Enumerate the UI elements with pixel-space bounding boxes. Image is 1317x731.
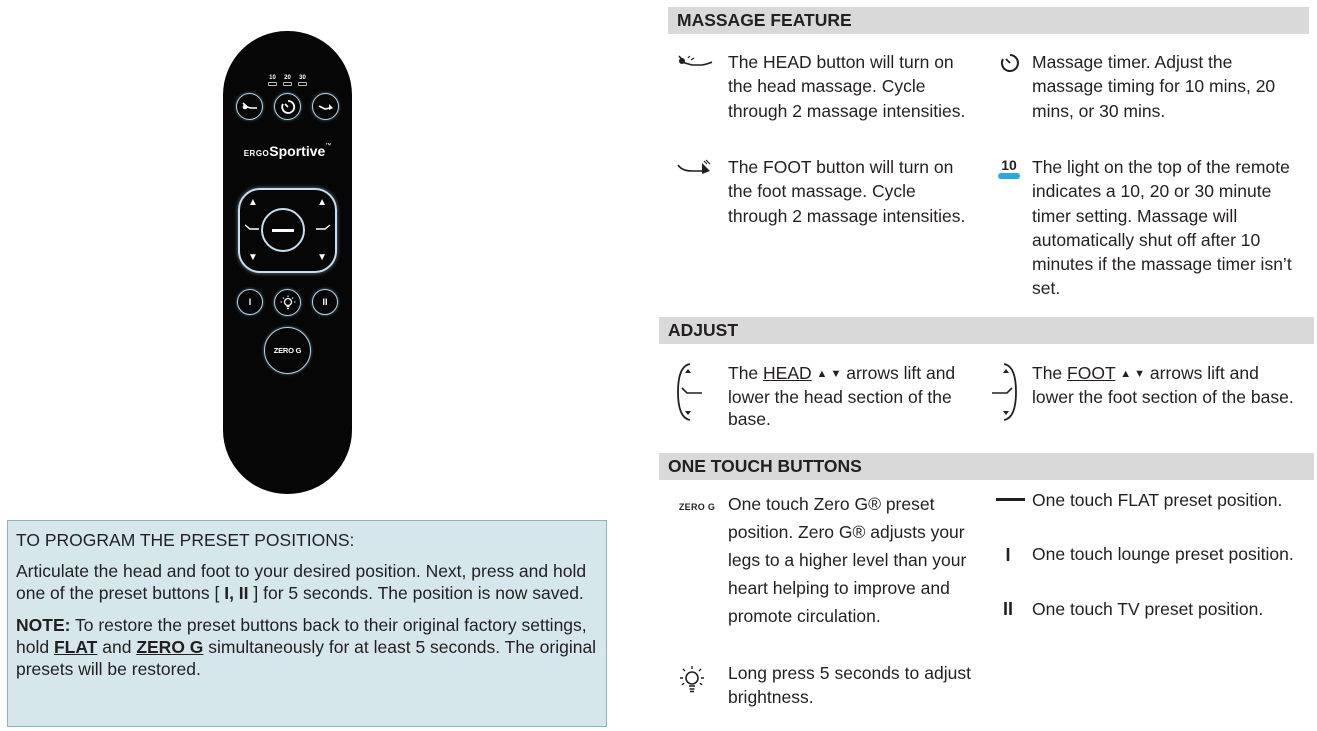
head-massage-icon	[675, 52, 715, 72]
program-heading: TO PROGRAM THE PRESET POSITIONS:	[16, 530, 355, 550]
flat-button[interactable]	[261, 208, 305, 252]
tv-button[interactable]	[312, 289, 338, 315]
head-section-icon	[244, 223, 260, 233]
zero-g-button[interactable]	[264, 327, 311, 374]
timer-light-label: 10	[1001, 156, 1017, 173]
foot-word: FOOT	[1067, 363, 1116, 383]
foot-adjust-pre: The	[1032, 363, 1068, 383]
brightness-description: Long press 5 seconds to adjust brightness.	[728, 663, 971, 708]
zero-g-icon-label: ZERO G	[678, 502, 716, 512]
head-massage-description: The HEAD button will turn on the head massage. Cycle through 2 massage intensities.	[728, 52, 966, 121]
lounge-description: One touch lounge preset position.	[1032, 544, 1294, 564]
program-presets-box	[7, 520, 607, 727]
one-touch-header: ONE TOUCH BUTTONS	[659, 453, 1314, 480]
foot-down-button[interactable]: ▼	[317, 252, 327, 263]
foot-adjust-description	[1032, 362, 1297, 408]
head-massage-icon	[241, 100, 259, 114]
head-word: HEAD	[763, 363, 812, 383]
program-note	[16, 614, 598, 680]
zero-g-icon	[675, 500, 719, 514]
massage-timer-button[interactable]	[274, 93, 301, 120]
timer-light-30: 30	[298, 75, 308, 86]
direction-pad	[238, 188, 337, 273]
foot-massage-icon	[675, 158, 715, 178]
preset-buttons-label: I, II	[224, 583, 249, 603]
timer-light-10: 10	[268, 75, 278, 86]
tv-icon	[996, 598, 1020, 620]
instructions-text-start: Articulate the head and foot to your desired position. Next, press and hold one of the preset buttons [	[16, 561, 587, 603]
light-button[interactable]	[274, 289, 301, 316]
note-and: and	[97, 637, 137, 657]
foot-massage-description: The FOOT button will turn on the foot massage. Cycle through 2 massage intensities.	[728, 157, 966, 226]
lounge-label: I	[248, 297, 252, 307]
massage-timer-description: Massage timer. Adjust the massage timing for 10 mins, 20 mins, or 30 mins.	[1032, 52, 1276, 121]
foot-section-icon	[315, 223, 331, 233]
zero-g-description: One touch Zero G® preset position. Zero G® adjusts your legs to a higher level than your heart helping to improve and promote circulation.	[728, 494, 967, 626]
lounge-icon-label: I	[1005, 544, 1011, 565]
head-down-button[interactable]: ▼	[248, 252, 258, 263]
remote-control	[223, 31, 352, 494]
head-adjust-post: arrows lift and lower the head section of the base.	[728, 363, 956, 429]
instructions-text-end: ] for 5 seconds. The position is now saved.	[248, 583, 584, 603]
adjust-header: ADJUST	[659, 317, 1314, 344]
head-adjust-icon	[674, 360, 706, 424]
brand-logo	[223, 143, 352, 161]
foot-up-button[interactable]: ▲	[317, 197, 327, 208]
tv-label: II	[322, 297, 328, 307]
timer-icon	[998, 51, 1022, 75]
brand-trademark: ™	[325, 143, 332, 149]
massage-feature-header: MASSAGE FEATURE	[668, 7, 1309, 34]
foot-massage-button[interactable]	[312, 93, 339, 120]
note-zero-g-word: ZERO G	[136, 637, 204, 657]
head-massage-button[interactable]	[236, 93, 263, 120]
foot-adjust-icon	[988, 360, 1020, 424]
head-up-button[interactable]: ▲	[248, 197, 258, 208]
head-adjust-description	[728, 362, 978, 431]
timer-icon	[280, 99, 296, 115]
head-adjust-pre: The	[728, 363, 764, 383]
flat-icon	[272, 229, 294, 232]
foot-massage-icon	[317, 100, 335, 114]
lounge-button[interactable]	[237, 289, 263, 315]
lounge-icon	[998, 544, 1018, 566]
note-flat-word: FLAT	[53, 637, 98, 657]
timer-light-20: 20	[283, 75, 293, 86]
lightbulb-icon	[280, 295, 296, 311]
foot-adjust-post: arrows lift and lower the foot section of the base.	[1032, 363, 1294, 407]
note-text-end: simultaneously for at least 5 seconds. The original presets will be restored.	[16, 637, 597, 679]
tv-icon-label: II	[1002, 598, 1013, 619]
timer-light-description: The light on the top of the remote indicates a 10, 20 or 30 minute timer setting. Massage will automatically shut off after 10 minutes if the massage timer isn’t set.	[1032, 157, 1292, 299]
lightbulb-icon	[675, 662, 709, 698]
timer-indicator-lights	[223, 75, 352, 86]
tv-description: One touch TV preset position.	[1032, 599, 1264, 619]
note-text-start: To restore the preset buttons back to their original factory settings, hold	[16, 615, 587, 657]
brand-prefix: ERGO	[243, 149, 270, 158]
note-label: NOTE:	[16, 615, 71, 635]
timer-light-bar	[998, 173, 1020, 179]
timer-light-icon	[996, 155, 1022, 181]
program-instructions	[16, 560, 598, 604]
zero-g-label: ZERO G	[273, 346, 302, 355]
flat-description: One touch FLAT preset position.	[1032, 490, 1283, 510]
flat-icon	[995, 497, 1025, 501]
up-down-arrows: ▲ ▼	[1120, 368, 1146, 380]
brand-name: Sportive	[269, 143, 326, 159]
up-down-arrows: ▲ ▼	[816, 368, 842, 380]
